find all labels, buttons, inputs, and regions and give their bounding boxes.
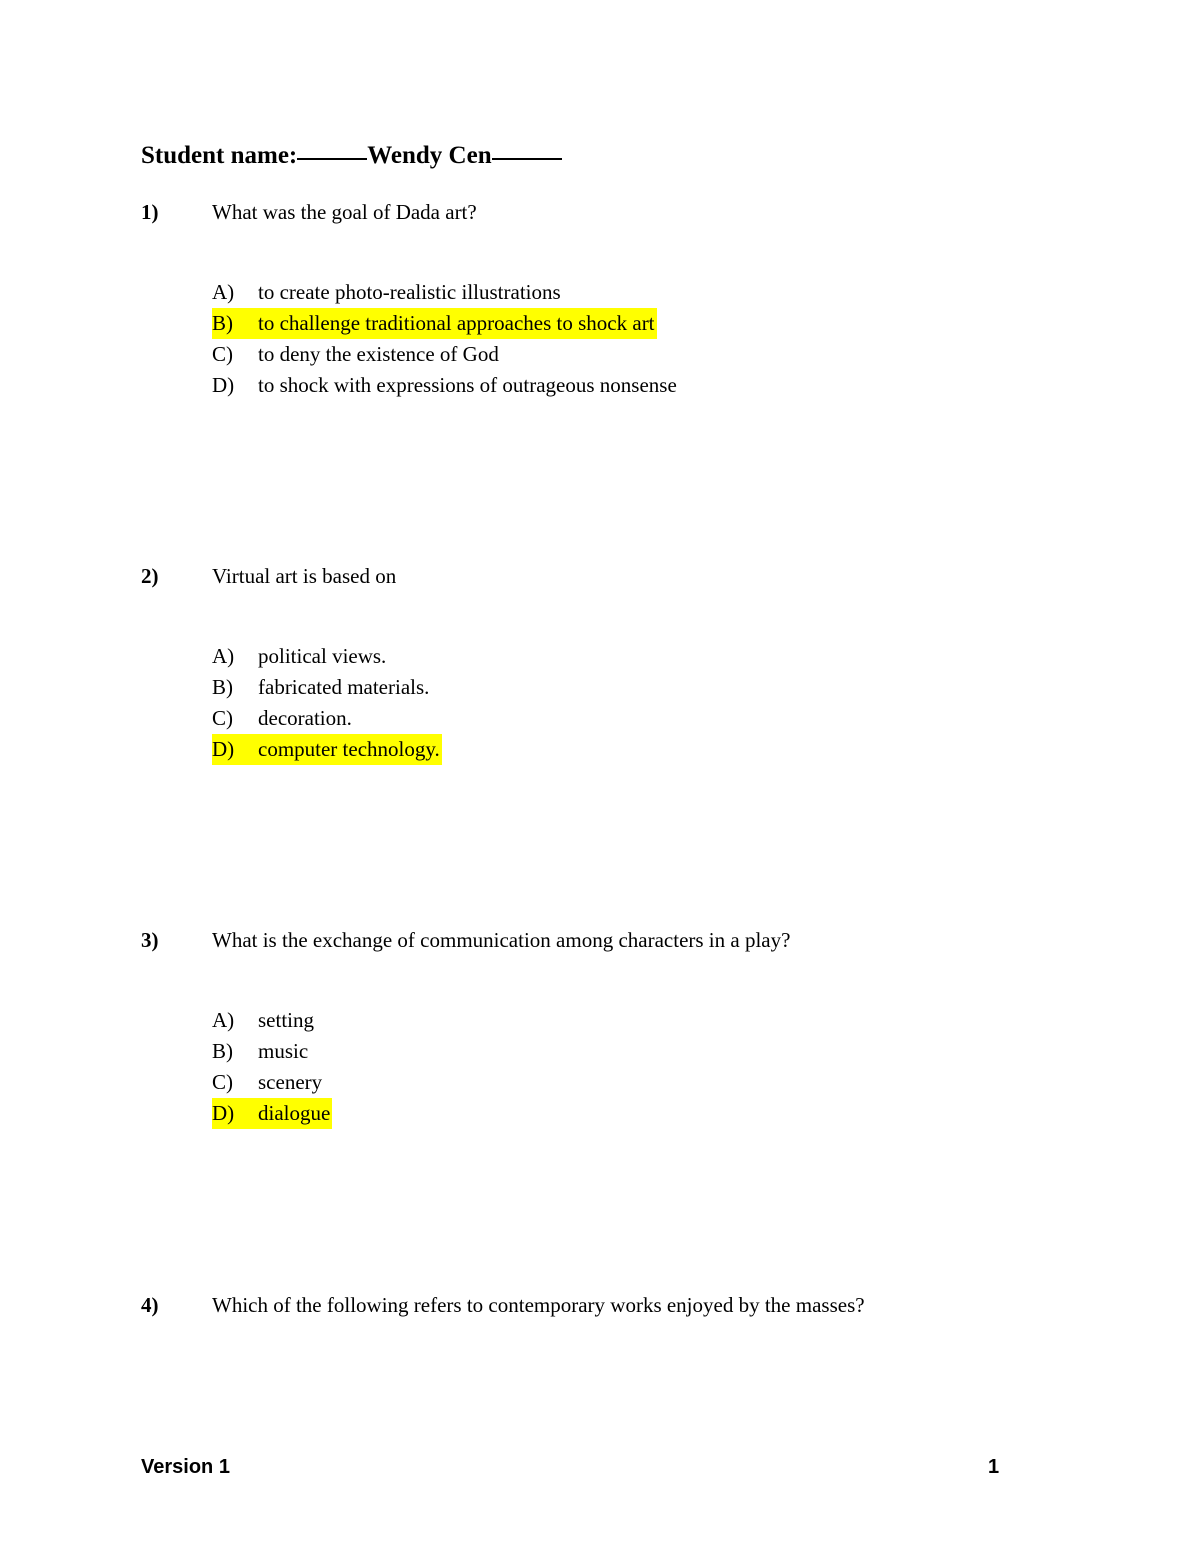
question-number: 1): [141, 200, 159, 224]
question-text: What is the exchange of communication among characters in a play?: [212, 928, 791, 952]
question-4: [141, 1290, 1101, 1320]
option-d: D) to shock with expressions of outrageous nonsense: [212, 373, 677, 397]
option-d-highlighted: D) computer technology.: [212, 734, 442, 765]
question-1: [141, 197, 1101, 397]
option-b: B) fabricated materials.: [212, 675, 430, 699]
student-name-value: Wendy Cen: [367, 142, 492, 169]
name-underline-right: [492, 157, 562, 160]
option-b: B) music: [212, 1039, 309, 1063]
option-a: A) political views.: [212, 644, 387, 668]
footer-version: Version 1: [141, 1456, 230, 1478]
name-underline-left: [297, 157, 367, 160]
question-text: Virtual art is based on: [212, 564, 397, 588]
question-text: Which of the following refers to contemporary works enjoyed by the masses?: [212, 1293, 865, 1317]
option-c: C) scenery: [212, 1070, 323, 1094]
question-number: 4): [141, 1293, 159, 1317]
student-name-line: [141, 142, 562, 170]
option-a: A) to create photo-realistic illustrations: [212, 280, 561, 304]
question-text: What was the goal of Dada art?: [212, 200, 477, 224]
answer-options: [212, 1005, 332, 1129]
question-2: [141, 561, 1101, 761]
option-c: C) decoration.: [212, 706, 352, 730]
footer-page-number: 1: [988, 1456, 1000, 1478]
option-b-highlighted: B) to challenge traditional approaches to shock art: [212, 308, 657, 339]
option-c: C) to deny the existence of God: [212, 342, 499, 366]
question-number: 3): [141, 928, 159, 952]
option-a: A) setting: [212, 1008, 314, 1032]
answer-options: [212, 277, 679, 401]
question-3: [141, 925, 1101, 1125]
student-name-label: Student name:: [141, 142, 298, 169]
option-d-highlighted: D) dialogue: [212, 1098, 332, 1129]
question-number: 2): [141, 564, 159, 588]
answer-options: [212, 641, 442, 765]
